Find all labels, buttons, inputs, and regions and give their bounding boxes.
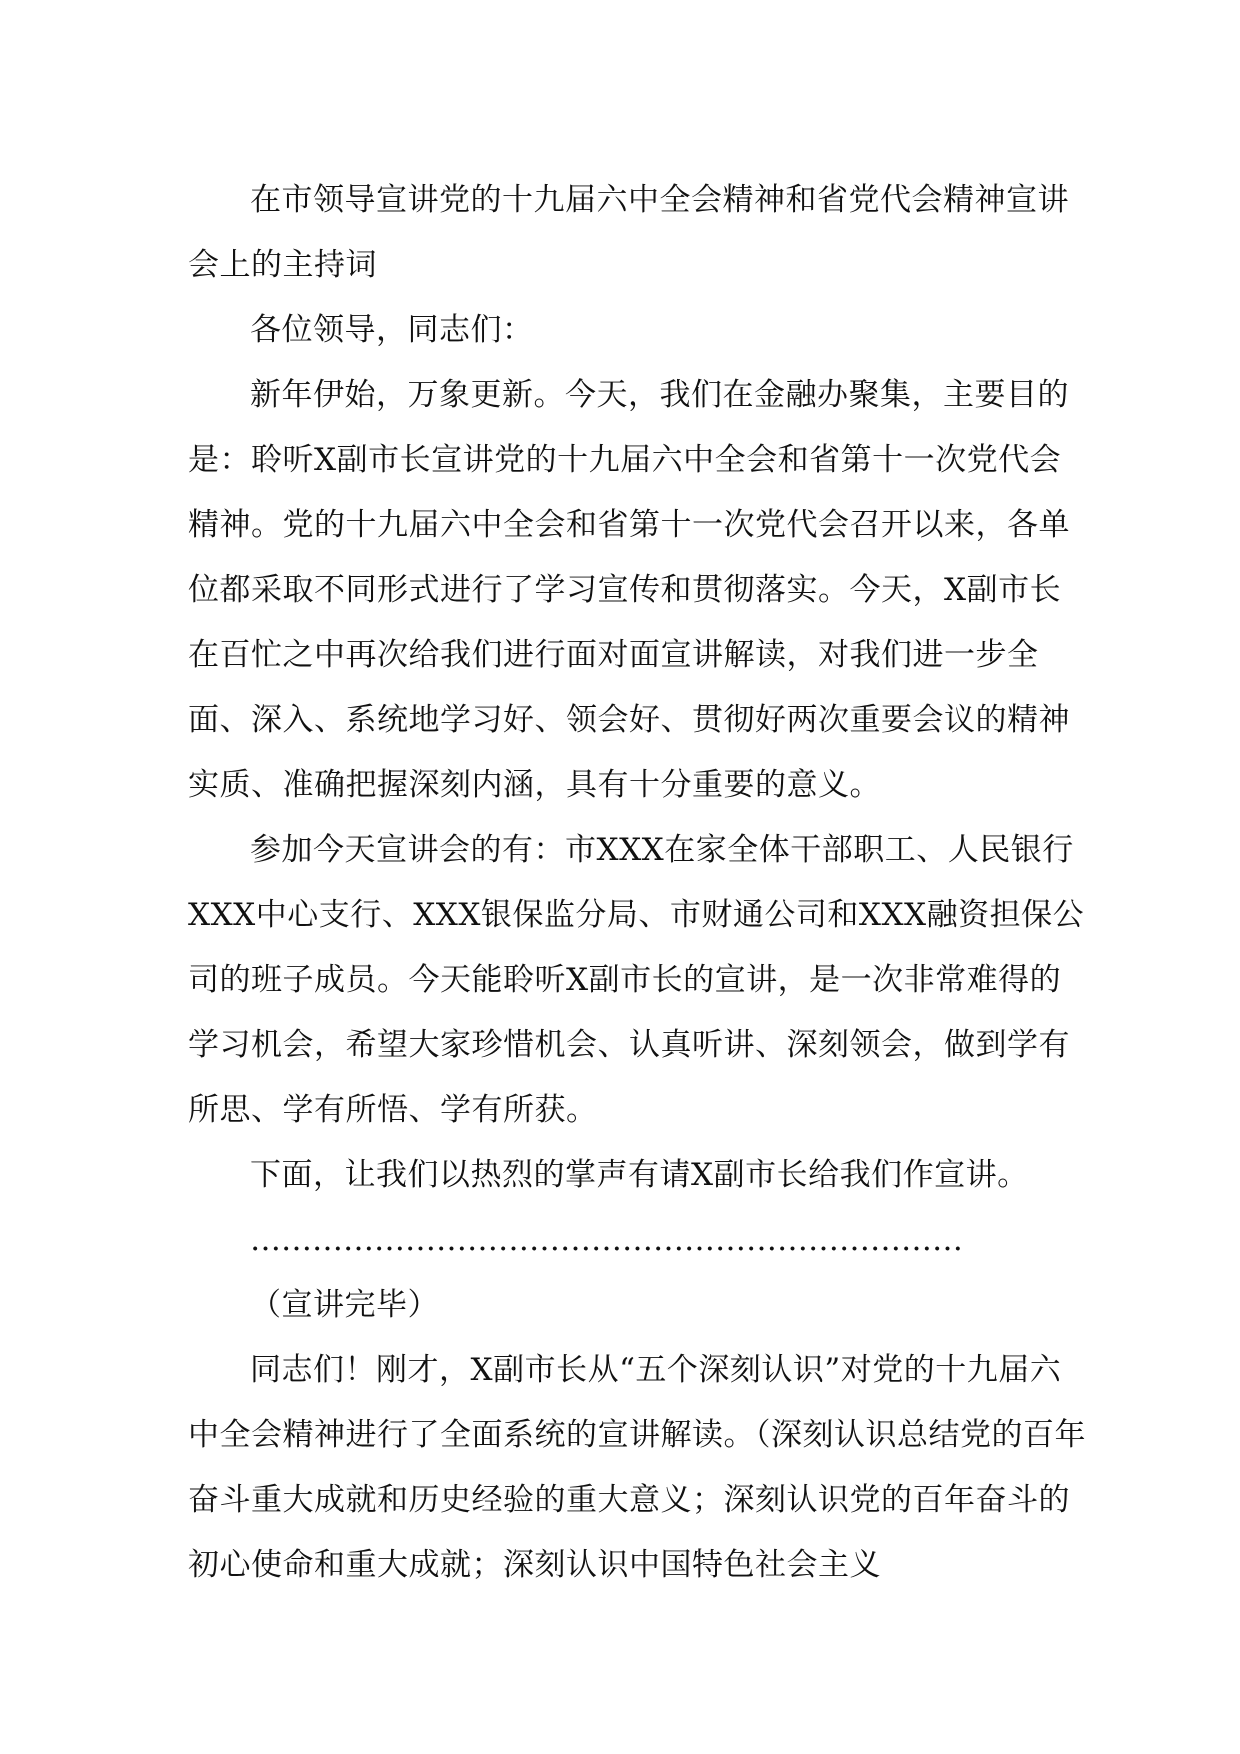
paragraph-opening: 新年伊始，万象更新。今天，我们在金融办聚集，主要目的是：聆听X副市长宣讲党的十九届六中全会和省第十一次党代会精神。党的十九届六中全会和省第十一次党代会召开以来，各单位都采取不同形式进行了学习宣传和贯彻落实。今天，X副市长在百忙之中再次给我们进行面对面宣讲解读，对我们进一步全面、深入、系统地学习好、领会好、贯彻好两次重要会议的精神实质、准确把握深刻内涵，具有十分重要的意义。 [188, 377, 1070, 803]
ellipsis-line: …………………………………………………………… [250, 1222, 963, 1258]
document-body [188, 168, 1088, 1598]
remark-speech-finished: （宣讲完毕） [250, 1287, 439, 1323]
paragraph-invitation: 下面，让我们以热烈的掌声有请X副市长给我们作宣讲。 [250, 1157, 1029, 1193]
paragraph-attendees: 参加今天宣讲会的有：市XXX在家全体干部职工、人民银行XXX中心支行、XXX银保监分局、市财通公司和XXX融资担保公司的班子成员。今天能聆听X副市长的宣讲，是一次非常难得的学习机会，希望大家珍惜机会、认真听讲、深刻领会，做到学有所思、学有所悟、学有所获。 [188, 832, 1085, 1128]
paragraph-closing: 同志们！刚才，X副市长从“五个深刻认识”对党的十九届六中全会精神进行了全面系统的宣讲解读。（深刻认识总结党的百年奋斗重大成就和历史经验的重大意义；深刻认识党的百年奋斗的初心使命和重大成就；深刻认识中国特色社会主义 [188, 1352, 1086, 1583]
salutation: 各位领导，同志们： [250, 312, 534, 348]
document-title: 在市领导宣讲党的十九届六中全会精神和省党代会精神宣讲会上的主持词 [188, 182, 1069, 283]
